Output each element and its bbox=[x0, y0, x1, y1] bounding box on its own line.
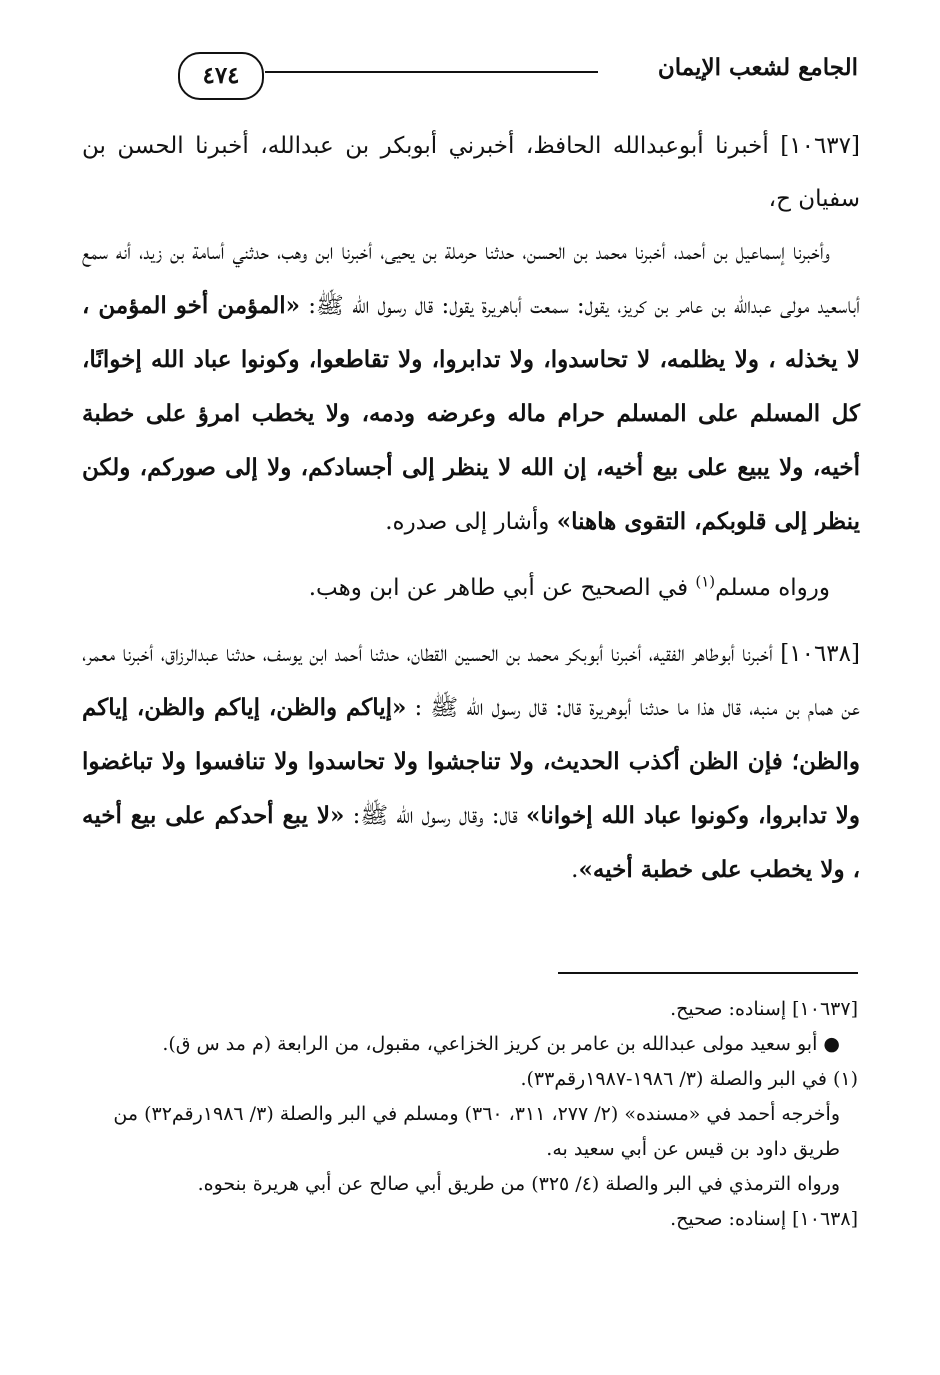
header-rule bbox=[265, 71, 598, 73]
main-text bbox=[82, 120, 860, 910]
footnote-1: (١) في البر والصلة (٣/ ١٩٨٦-١٩٨٧رقم٣٣). bbox=[520, 1068, 858, 1090]
footnote-separator bbox=[558, 972, 858, 974]
footnote-ref-1[interactable]: (١) bbox=[695, 572, 716, 591]
hadith-10638-matn-1: «إياكم والظن، إياكم والظن، إياكم والظن؛ فإن الظن أكذب الحديث، ولا تناجشوا ولا تحاسدوا ولا تنافسوا ولا تباغضوا ولا تدابروا، وكونوا عباد الله إخوانا» bbox=[82, 694, 860, 829]
page-header bbox=[0, 40, 940, 120]
hadith-10637-matn: «المؤمن أخو المؤمن ، لا يخذله ، ولا يظلمه، لا تحاسدوا، ولا تدابروا، ولا تقاطعوا، وكونوا عباد الله إخوانًا، كل المسلم على المسلم حرام ماله وعرضه ودمه، ولا يخطب امرؤ على خطبة أخيه، ولا يبيع على بيع أخيه، إن الله لا ينظر إلى أجسادكم، ولا إلى صوركم، ولكن ينظر إلى قلوبكم، التقوى هاهنا» bbox=[82, 292, 860, 535]
hadith-10638-body: [١٠٦٣٨] أخبرنا أبوطاهر الفقيه، أخبرنا أبوبكر محمد بن الحسين القطان، حدثنا أحمد ابن يوسف، حدثنا عبدالرزاق، أخبرنا معمر، عن همام بن منبه، قال هذا ما حدثنا أبوهريرة قال: قال رسول الله ﷺ : «إياكم والظن، إياكم والظن، إياكم والظن؛ فإن الظن أكذب الحديث، ولا تناجشوا ولا تحاسدوا ولا تنافسوا ولا تباغضوا ولا تدابروا، وكونوا عباد الله إخوانا» قال: وقال رسول الله ﷺ: «لا يبع أحدكم على بيع أخيه ، ولا يخطب على خطبة أخيه». bbox=[82, 641, 861, 883]
hadith-10638-middle: قال: وقال رسول الله ﷺ: bbox=[344, 803, 526, 829]
hadith-10637-chain-2: وأخبرنا إسماعيل بن أحمد، أخبرنا محمد بن الحسن، حدثنا حرملة بن يحيى، أخبرنا ابن وهب، حدثني أسامة بن زيد، أنه سمع أباسعيد مولى عبدالله بن عامر بن كريز، يقول: سمعت أباهريرة يقول: قال رسول الله ﷺ: bbox=[82, 239, 860, 319]
hadith-10637-body bbox=[82, 226, 860, 549]
footnote-isnad-10637: [١٠٦٣٧] إسناده: صحيح. bbox=[670, 998, 858, 1020]
footnote-tirmidhi: ورواه الترمذي في البر والصلة (٤/ ٣٢٥) من طريق أبي صالح عن أبي هريرة بنحوه. bbox=[197, 1173, 840, 1195]
footnote-isnad-10638: [١٠٦٣٨] إسناده: صحيح. bbox=[670, 1208, 858, 1230]
hadith-10638-matn-2: «لا يبع أحدكم على بيع أخيه ، ولا يخطب على خطبة أخيه» bbox=[82, 802, 860, 883]
hadith-10637-muslim: ورواه مسلم$^{(١)}$ في الصحيح عن أبي طاهر عن ابن وهب. bbox=[308, 572, 830, 601]
hadith-10637-chain-1: [١٠٦٣٧] أخبرنا أبوعبدالله الحافظ، أخبرني أبوبكر بن عبدالله، أخبرنا الحسن بن سفيان ح، bbox=[82, 133, 860, 212]
hadith-10637-after-matn: وأشار إلى صدره. bbox=[385, 509, 557, 535]
footnote-narrator: ● أبو سعيد مولى عبدالله بن عامر بن كريز الخزاعي، مقبول، من الرابعة (م مد س ق). bbox=[162, 1033, 840, 1055]
hadith-10638-chain: [١٠٦٣٨] أخبرنا أبوطاهر الفقيه، أخبرنا أبوبكر محمد بن الحسين القطان، حدثنا أحمد ابن يوسف، حدثنا عبدالرزاق، أخبرنا معمر، عن همام بن منبه، قال هذا ما حدثنا أبوهريرة قال: قال رسول الله ﷺ : bbox=[82, 641, 861, 721]
page-number: ٤٧٤ bbox=[178, 52, 264, 100]
footnotes bbox=[82, 992, 858, 1237]
running-title: الجامع لشعب الإيمان bbox=[657, 54, 858, 81]
footnote-ahmad: وأخرجه أحمد في «مسنده» (٢/ ٢٧٧، ٣١١، ٣٦٠) ومسلم في البر والصلة (٣/ ١٩٨٦رقم٣٢) من طريق داود بن قيس عن أبي سعيد به. bbox=[113, 1103, 840, 1160]
